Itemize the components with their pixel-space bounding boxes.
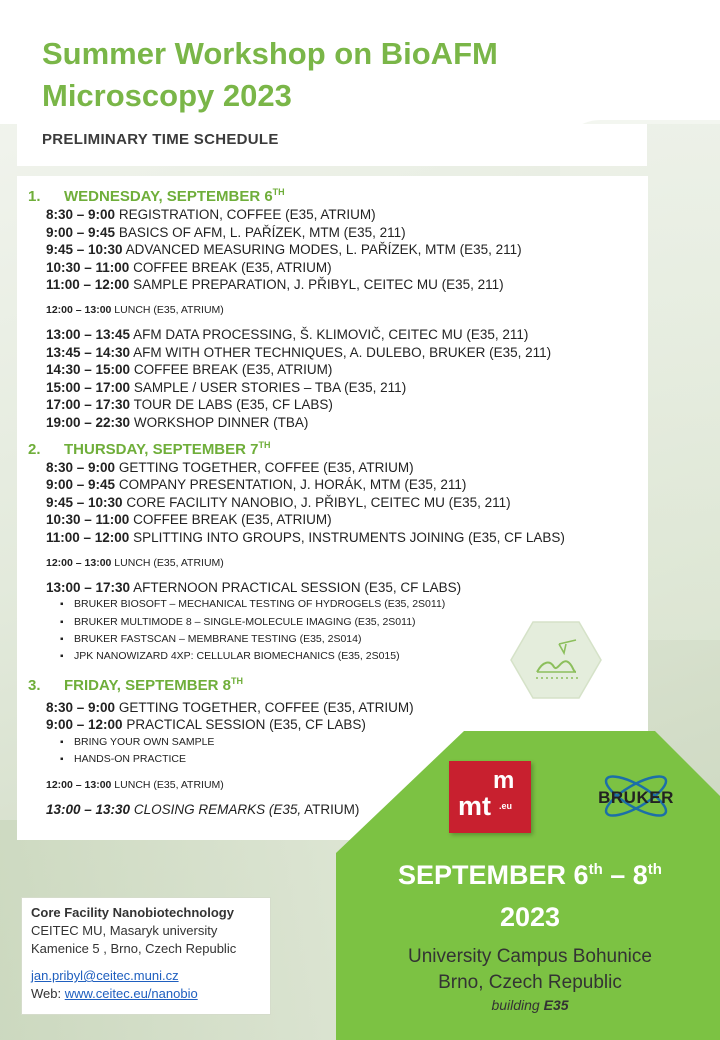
row-time: 10:30 – 11:00 bbox=[46, 259, 130, 275]
contact-line: CEITEC MU, Masaryk university bbox=[31, 923, 218, 938]
row-time: 9:45 – 10:30 bbox=[46, 494, 123, 510]
schedule-row bbox=[46, 579, 648, 597]
day-number: 1. bbox=[28, 188, 41, 205]
venue-line-1: University Campus Bohunice bbox=[408, 946, 652, 967]
title-line-2: Microscopy 2023 bbox=[42, 78, 292, 113]
lunch-text: LUNCH (E35, ATRIUM) bbox=[111, 778, 224, 791]
row-text: COFFEE BREAK (E35, ATRIUM) bbox=[129, 512, 332, 528]
schedule-row bbox=[46, 414, 648, 432]
day-suffix: TH bbox=[272, 187, 285, 197]
building-code: E35 bbox=[543, 997, 569, 1013]
row-time: 9:00 – 12:00 bbox=[46, 717, 123, 733]
row-text: AFTERNOON PRACTICAL SESSION (E35, CF LABS) bbox=[130, 579, 462, 595]
event-dates bbox=[345, 860, 715, 891]
day-number: 2. bbox=[28, 440, 41, 458]
day-heading-1 bbox=[28, 181, 648, 204]
schedule-row bbox=[46, 206, 648, 224]
schedule-row bbox=[46, 344, 648, 362]
schedule-row bbox=[46, 224, 648, 242]
contact-box bbox=[21, 897, 271, 1015]
row-text: COFFEE BREAK (E35, ATRIUM) bbox=[129, 259, 332, 275]
row-text: TOUR DE LABS (E35, CF LABS) bbox=[130, 397, 333, 413]
row-time: 13:00 – 13:30 bbox=[46, 801, 131, 817]
row-time: 15:00 – 17:00 bbox=[46, 379, 131, 395]
day-number: 3. bbox=[28, 676, 41, 694]
day-label: THURSDAY, SEPTEMBER 7 bbox=[64, 440, 259, 458]
row-time: 14:30 – 15:00 bbox=[46, 362, 131, 378]
date-start: SEPTEMBER 6 bbox=[398, 860, 589, 890]
mtm-logo-superscript: m bbox=[493, 767, 515, 794]
title-line-1: Summer Workshop on BioAFM bbox=[42, 36, 498, 71]
row-text: WORKSHOP DINNER (TBA) bbox=[130, 414, 309, 430]
day-label: FRIDAY, SEPTEMBER 8 bbox=[64, 676, 231, 694]
row-text: COFFEE BREAK (E35, ATRIUM) bbox=[130, 362, 333, 378]
row-time: 11:00 – 12:00 bbox=[46, 277, 130, 293]
event-venue bbox=[345, 944, 715, 996]
row-time: 9:45 – 10:30 bbox=[46, 242, 123, 258]
row-text: COMPANY PRESENTATION, J. HORÁK, MTM (E35, 211) bbox=[115, 477, 467, 493]
schedule-row bbox=[46, 361, 648, 379]
date-suffix: th bbox=[647, 861, 662, 878]
row-time: 9:00 – 9:45 bbox=[46, 477, 116, 493]
mtm-logo bbox=[449, 761, 531, 833]
day-heading-2 bbox=[28, 434, 648, 457]
schedule bbox=[28, 181, 648, 818]
schedule-row bbox=[46, 259, 648, 277]
schedule-row bbox=[46, 699, 648, 717]
lunch-row bbox=[46, 303, 648, 317]
row-time: 10:30 – 11:00 bbox=[46, 512, 130, 528]
session-bullet: ▪ HANDS-ON PRACTICE bbox=[60, 751, 648, 768]
web-label: Web: bbox=[31, 986, 65, 1001]
row-time: 8:30 – 9:00 bbox=[46, 459, 116, 475]
row-text: CLOSING REMARKS (E35, bbox=[130, 801, 302, 817]
schedule-row bbox=[46, 276, 648, 294]
row-text: AFM DATA PROCESSING, Š. KLIMOVIČ, CEITEC MU (E35, 211) bbox=[130, 326, 529, 342]
date-end: – 8 bbox=[602, 860, 648, 890]
schedule-row bbox=[46, 379, 648, 397]
session-bullet: ▪ BRUKER FASTSCAN – MEMBRANE TESTING (E35, 2S014) bbox=[60, 631, 648, 648]
page-title bbox=[42, 33, 642, 117]
schedule-row bbox=[46, 529, 648, 547]
event-building bbox=[345, 997, 715, 1013]
date-suffix: th bbox=[588, 861, 603, 878]
afm-tip-hexagon-icon bbox=[510, 620, 602, 700]
lunch-time: 12:00 – 13:00 bbox=[46, 303, 112, 316]
row-text: CORE FACILITY NANOBIO, J. PŘIBYL, CEITEC MU (E35, 211) bbox=[122, 494, 511, 510]
session-bullet: ▪ BRUKER BIOSOFT – MECHANICAL TESTING OF HYDROGELS (E35, 2S011) bbox=[60, 596, 648, 613]
row-text: SAMPLE PREPARATION, J. PŘIBYL, CEITEC MU (E35, 211) bbox=[129, 277, 504, 293]
row-text: BASICS OF AFM, L. PAŘÍZEK, MTM (E35, 211) bbox=[115, 224, 406, 240]
mtm-logo-text: mt bbox=[458, 791, 491, 821]
event-year: 2023 bbox=[499, 902, 561, 932]
contact-web-link[interactable]: www.ceitec.eu/nanobio bbox=[64, 986, 198, 1001]
lunch-time: 12:00 – 13:00 bbox=[46, 778, 112, 791]
row-text-tail: ATRIUM) bbox=[301, 801, 360, 817]
row-text: REGISTRATION, COFFEE (E35, ATRIUM) bbox=[115, 207, 376, 222]
contact-email-link[interactable]: jan.pribyl@ceitec.muni.cz bbox=[31, 968, 179, 983]
row-time: 9:00 – 9:45 bbox=[46, 224, 116, 240]
schedule-row bbox=[46, 476, 648, 494]
bruker-logo bbox=[578, 762, 694, 830]
schedule-row bbox=[46, 494, 648, 512]
row-time: 19:00 – 22:30 bbox=[46, 414, 131, 430]
schedule-row bbox=[46, 326, 648, 344]
row-text: PRACTICAL SESSION (E35, CF LABS) bbox=[122, 717, 366, 733]
row-text: GETTING TOGETHER, COFFEE (E35, ATRIUM) bbox=[115, 459, 414, 475]
row-text: SPLITTING INTO GROUPS, INSTRUMENTS JOINING (E35, CF LABS) bbox=[129, 529, 565, 545]
building-label: building bbox=[491, 997, 544, 1013]
schedule-row bbox=[46, 396, 648, 414]
row-time: 11:00 – 12:00 bbox=[46, 529, 130, 545]
row-time: 13:45 – 14:30 bbox=[46, 344, 131, 360]
row-time: 13:00 – 17:30 bbox=[46, 579, 131, 595]
row-time: 13:00 – 13:45 bbox=[46, 326, 131, 342]
row-text: AFM WITH OTHER TECHNIQUES, A. DULEBO, BRUKER (E35, 211) bbox=[130, 344, 552, 360]
row-text: SAMPLE / USER STORIES – TBA (E35, 211) bbox=[130, 379, 407, 395]
row-time: 8:30 – 9:00 bbox=[46, 699, 116, 715]
lunch-text: LUNCH (E35, ATRIUM) bbox=[111, 303, 224, 316]
schedule-row bbox=[46, 241, 648, 259]
day-label: WEDNESDAY, SEPTEMBER 6 bbox=[64, 188, 273, 205]
schedule-row bbox=[46, 511, 648, 529]
bruker-logo-text: BRUKER bbox=[598, 788, 674, 807]
session-bullet: ▪ BRUKER MULTIMODE 8 – SINGLE-MOLECULE IMAGING (E35, 2S011) bbox=[60, 614, 648, 631]
schedule-row bbox=[46, 459, 648, 477]
mtm-logo-domain: .eu bbox=[499, 801, 513, 811]
venue-line-2: Brno, Czech Republic bbox=[438, 972, 622, 993]
row-text: ADVANCED MEASURING MODES, L. PAŘÍZEK, MTM (E35, 211) bbox=[122, 242, 522, 258]
day-suffix: TH bbox=[231, 675, 243, 686]
row-time: 8:30 – 9:00 bbox=[46, 207, 116, 222]
row-text: GETTING TOGETHER, COFFEE (E35, ATRIUM) bbox=[115, 699, 414, 715]
contact-address: Kamenice 5 , Brno, Czech Republic bbox=[31, 941, 237, 956]
row-time: 17:00 – 17:30 bbox=[46, 397, 131, 413]
lunch-row bbox=[46, 556, 648, 570]
day-suffix: TH bbox=[258, 439, 271, 450]
session-bullet: ▪ JPK NANOWIZARD 4XP: CELLULAR BIOMECHANICS (E35, 2S015) bbox=[60, 648, 648, 665]
lunch-time: 12:00 – 13:00 bbox=[46, 556, 112, 569]
session-bullet: ▪ BRING YOUR OWN SAMPLE bbox=[60, 734, 648, 751]
contact-org: Core Facility Nanobiotechnology bbox=[31, 905, 234, 920]
lunch-text: LUNCH (E35, ATRIUM) bbox=[111, 556, 224, 569]
subtitle: PRELIMINARY TIME SCHEDULE bbox=[42, 131, 279, 148]
